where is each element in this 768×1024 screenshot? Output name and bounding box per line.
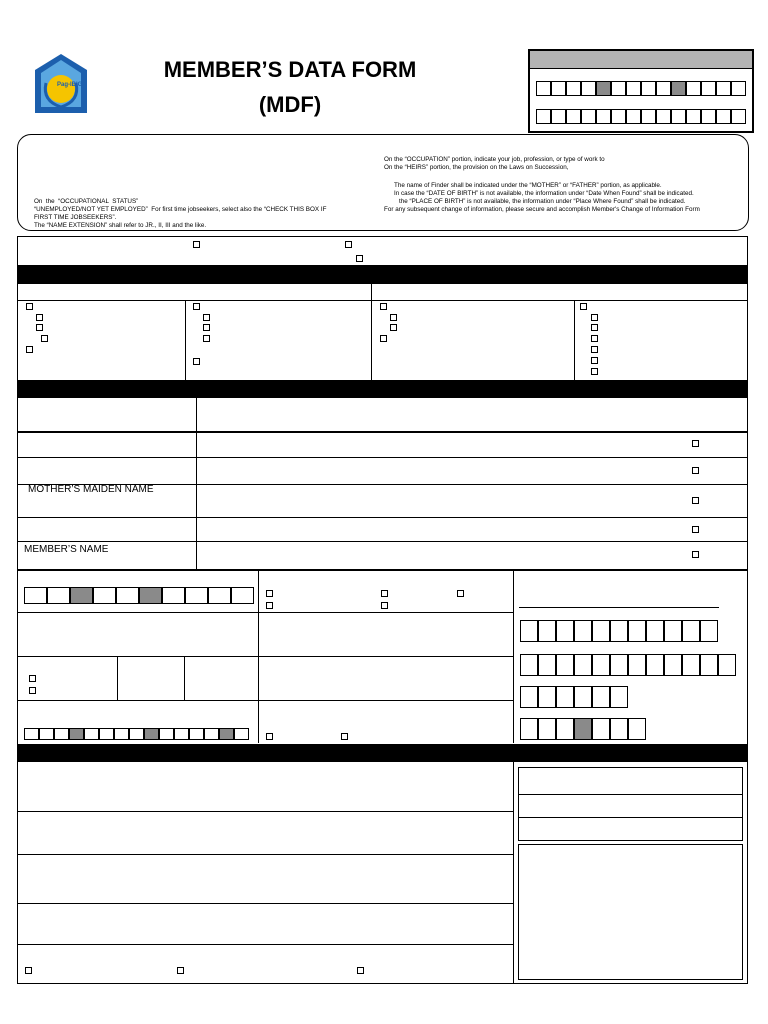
status-checkbox-11[interactable] <box>380 303 387 310</box>
section-bar-2 <box>17 380 748 398</box>
sss-cells[interactable] <box>520 620 718 642</box>
mid-number-box <box>528 49 754 133</box>
mid-number-header <box>530 51 752 69</box>
category-checkbox-2[interactable] <box>345 241 352 248</box>
citizenship-checkbox-2[interactable] <box>341 733 348 740</box>
status-checkbox-18[interactable] <box>591 335 598 342</box>
note-left-4: The “NAME EXTENSION” shall refer to JR., II, III and the like. <box>34 222 207 229</box>
address-checkbox-3[interactable] <box>357 967 364 974</box>
status-checkbox-8[interactable] <box>203 324 210 331</box>
section-bar-3 <box>17 744 748 762</box>
status-checkbox-17[interactable] <box>591 324 598 331</box>
status-checkbox-9[interactable] <box>203 335 210 342</box>
note-right-3: The name of Finder shall be indicated under the “MOTHER” or “FATHER” portion, as applicable. <box>394 182 662 189</box>
status-checkbox-10[interactable] <box>193 358 200 365</box>
name-na-checkbox-3[interactable] <box>692 497 699 504</box>
philhealth-cells[interactable] <box>520 654 736 676</box>
pag-ibig-logo <box>34 53 88 115</box>
status-checkbox-5[interactable] <box>26 346 33 353</box>
date-of-birth-cells[interactable] <box>24 587 254 604</box>
mid-number-cells[interactable] <box>536 81 746 96</box>
name-na-checkbox-1[interactable] <box>692 440 699 447</box>
members-name-label: MEMBER’S NAME <box>24 544 109 555</box>
note-left-1: On the “OCCUPATIONAL STATUS” <box>34 198 139 205</box>
status-checkbox-13[interactable] <box>390 324 397 331</box>
mothers-maiden-name-label: MOTHER’S MAIDEN NAME <box>28 484 154 495</box>
weight-cells[interactable] <box>520 718 646 740</box>
status-checkbox-19[interactable] <box>591 346 598 353</box>
name-na-checkbox-5[interactable] <box>692 551 699 558</box>
logo-text: Pag-IBIG <box>57 82 83 88</box>
status-checkbox-7[interactable] <box>203 314 210 321</box>
form-title: MEMBER’S DATA FORM <box>163 57 417 82</box>
status-checkbox-16[interactable] <box>591 314 598 321</box>
marital-checkbox-5[interactable] <box>457 590 464 597</box>
name-na-checkbox-2[interactable] <box>692 467 699 474</box>
contact-info-box[interactable] <box>518 767 743 841</box>
status-checkbox-4[interactable] <box>41 335 48 342</box>
category-checkbox-1[interactable] <box>193 241 200 248</box>
note-left-3: FIRST TIME JOBSEEKERS”. <box>34 214 117 221</box>
address-checkbox-2[interactable] <box>177 967 184 974</box>
note-right-4: In case the “DATE OF BIRTH” is not available, the information under “Date When Found” shall be indicated. <box>394 190 694 197</box>
status-checkbox-3[interactable] <box>36 324 43 331</box>
status-checkbox-6[interactable] <box>193 303 200 310</box>
marital-checkbox-4[interactable] <box>381 602 388 609</box>
status-checkbox-21[interactable] <box>591 368 598 375</box>
tin-cells[interactable] <box>24 728 249 740</box>
note-right-6: For any subsequent change of information, please secure and accomplish Member's Change of Information Form <box>384 206 700 213</box>
marital-checkbox-3[interactable] <box>381 590 388 597</box>
status-checkbox-2[interactable] <box>36 314 43 321</box>
form-subtitle: (MDF) <box>258 92 322 117</box>
photo-box[interactable] <box>518 844 743 980</box>
status-checkbox-14[interactable] <box>380 335 387 342</box>
marital-checkbox-1[interactable] <box>266 590 273 597</box>
sex-checkbox-male[interactable] <box>29 675 36 682</box>
category-checkbox-3[interactable] <box>356 255 363 262</box>
note-left-2: “UNEMPLOYED/NOT YET EMPLOYED” For first time jobseekers, select also the “CHECK THIS BOX IF <box>34 206 327 213</box>
citizenship-checkbox-1[interactable] <box>266 733 273 740</box>
note-right-1: On the “OCCUPATION” portion, indicate your job, profession, or type of work to <box>384 156 605 163</box>
status-checkbox-12[interactable] <box>390 314 397 321</box>
address-checkbox-1[interactable] <box>25 967 32 974</box>
status-checkbox-20[interactable] <box>591 357 598 364</box>
marital-checkbox-2[interactable] <box>266 602 273 609</box>
instructions-box <box>17 134 749 231</box>
housing-account-cells[interactable] <box>536 109 746 124</box>
status-checkbox-15[interactable] <box>580 303 587 310</box>
section-bar-1 <box>17 265 748 283</box>
name-na-checkbox-4[interactable] <box>692 526 699 533</box>
note-right-5: the “PLACE OF BIRTH” is not available, the information under “Place Where Found” shall be indicated. <box>399 198 686 205</box>
height-cells[interactable] <box>520 686 628 708</box>
sex-checkbox-female[interactable] <box>29 687 36 694</box>
note-right-2: On the “HEIRS” portion, the provision on the Laws on Succession, <box>384 164 569 171</box>
status-checkbox-1[interactable] <box>26 303 33 310</box>
